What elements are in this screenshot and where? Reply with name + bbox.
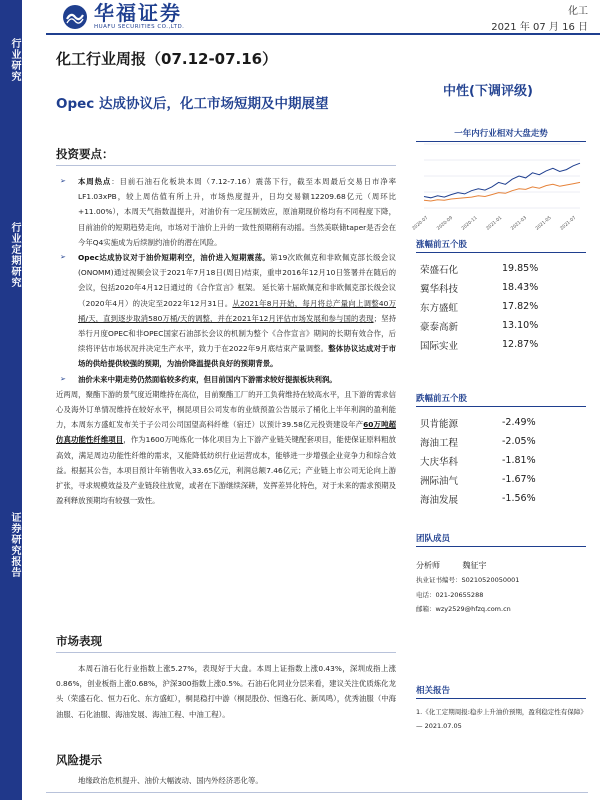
logo-name-cn: 华福证券: [94, 1, 182, 25]
header-date: 2021 年 07 月 16 日: [491, 22, 588, 33]
analyst-license: 执业证书编号：S0210520050001: [416, 576, 520, 584]
chart-series-line-1: [424, 182, 580, 201]
analyst-phone: 电话：021-20655288: [416, 590, 484, 599]
footer-divider: [46, 792, 588, 793]
gainers-panel: [416, 238, 586, 354]
table-row: 海油发展 -1.56%: [420, 493, 536, 506]
sidebar-label-periodic: 行业定期研究: [9, 222, 20, 288]
risk-heading: 风险提示: [56, 753, 102, 767]
investment-points: [56, 146, 396, 508]
header-category: 化工: [568, 6, 588, 17]
analyst-role: 分析师: [416, 561, 440, 570]
point-weekly-hotspot: ➢ 本周热点：目前石油石化板块本周（7.12-7.16）震荡下行，截至本周最后交易日市净率LF1.03xPB，较上周估值有所上升，市场热度提升，日均交易额12209.68亿元（周环比+11.00%），本周天气指数温提升，对油价有一定压制效应，原油期现价格均有不同程度下降，目前油价的短期趋势走向，市场对于油价上升的一致性预期稍有动摇。当然美联储taper是否会在今年Q4实施成为后续制约油价的潜在风险。: [56, 174, 396, 250]
bullet-arrow-icon: ➢: [60, 253, 66, 262]
chart-x-tick-label: 2020-09: [436, 215, 454, 232]
table-row: 东方盛虹 17.82%: [420, 301, 539, 314]
sidebar-label-industry: 行业研究: [9, 38, 20, 82]
table-row: 贝肯能源 -2.49%: [420, 417, 536, 430]
point-opec-agreement: ➢ Opec达成协议对于油价短期利空，油价进入短期震荡。第19次欧佩克和非欧佩克部长级会议(ONOMM)通过视频会议于2021年7月18日(周日)结束，重申2016年12月10日签署并在随后的会议，包括2020年4月12日通过的《合作宣言》框架。 延长第十届欧佩克和非欧佩克部长级会议（2020年4月）的决定至2022年12月31日。从2021年8月开始，每月将总产量向上调整40万桶/天，直到逐步取消580万桶/天的调整，并在2021年12月评估市场发展和参与国的表现；坚持举行月度OPEC和非OPEC国家石油部长会议的机制为整个《合作宣言》期间的长期有效合作，后续将评估市场状况并决定生产水平，致力于在2022年9月底结束产量调整。整体协议达成对于市场的供给提供较强的预期，为油价降温提供良好的预期背景。: [56, 250, 396, 372]
market-performance: [56, 633, 396, 722]
analyst-name: 魏征宇: [462, 561, 487, 570]
table-row: 翼华科技 18.43%: [420, 282, 539, 295]
bullet-arrow-icon: ➢: [60, 177, 66, 185]
chart-x-tick-label: 2020-11: [460, 215, 479, 232]
report-subtitle: Opec 达成协议后，化工市场短期及中期展望: [56, 96, 329, 112]
market-heading: 市场表现: [56, 633, 396, 653]
analyst-row: [416, 559, 586, 573]
team-title: 团队成员: [416, 534, 451, 544]
chart-x-tick-label: 2020-07: [411, 215, 430, 232]
point-midterm-outlook: ➢ 油价未来中期走势仍然面临较多约束，但目前国内下游需求较好提振板块利润。: [56, 372, 396, 387]
chart-x-tick-label: 2021-03: [510, 215, 528, 232]
chart-title: 一年内行业相对大盘走势: [454, 129, 548, 139]
investment-points-heading: 投资要点：: [56, 146, 396, 166]
chart-x-tick-label: 2021-01: [485, 215, 504, 232]
table-row: 海油工程 -2.05%: [420, 436, 536, 449]
risk-warning: [56, 752, 396, 788]
chart-x-tick-label: 2021-07: [559, 215, 578, 232]
header-divider: [46, 33, 600, 35]
sidebar: [0, 0, 22, 800]
related-item[interactable]: 1.《化工定期周报:稳步上升油价预期，盈利稳定性有保障》— 2021.07.05: [416, 708, 584, 730]
logo-name-en: HUAFU SECURITIES CO.,LTD.: [94, 24, 185, 30]
related-reports: [416, 684, 586, 733]
gainers-title: 涨幅前五个股: [416, 240, 468, 250]
losers-table: [416, 413, 586, 508]
table-row: 洲际油气 -1.67%: [420, 474, 536, 487]
sidebar-label-securities: 证券研究报告: [9, 512, 20, 578]
risk-text: 地缘政治危机提升、油价大幅波动、国内外经济恶化等。: [78, 776, 263, 785]
table-row: 豪泰高新 13.10%: [420, 320, 539, 333]
losers-title: 跌幅前五个股: [416, 394, 468, 404]
related-title: 相关报告: [416, 686, 451, 696]
table-row: 国际实业 12.87%: [420, 339, 539, 352]
relative-performance-chart: [411, 138, 586, 232]
team-panel: [416, 532, 586, 617]
gainers-table: [416, 259, 586, 354]
market-text: 本周石油石化行业指数上涨5.27%，表现好于大盘。本周上证指数上涨0.43%，深圳成指上涨0.86%，创业板指上涨0.68%，沪深300指数上涨0.5%。石油石化同业分层来看，建议关注优质炼化龙头（荣盛石化、恒力石化、东方盛虹），桐昆稳打中游（桐昆股份、恒逸石化、新凤鸣），优秀油服（中海油服、石化油服、海油发展、海油工程、中油工程）。: [56, 664, 396, 719]
rating-badge: 中性(下调评级): [443, 84, 533, 99]
losers-panel: [416, 392, 586, 508]
point-midterm-body: 近两周，聚酯下游的景气度近期维持在高位，目前聚酯工厂的开工负荷维持在较高水平，且下游的需求信心及海外订单情况维持在较好水平，桐昆项目公司发布的业绩预盈公告展示了桶化上半年利润的盈利能力，本周东方盛虹发布关于子公司公司国望高科纤维（宿迁）以预计39.58亿元投资建设年产60万吨超仿真功能性纤维项目，作为1600万吨炼化一体化项目为上下游产业链关键配套项目，能使保证原料粗放高效，满足周边功能性纤维的需求，又能降低纺织行业运营成本，能够进一步增强企业竞争力和综合效益。根据其公告，本项目预计年销售收入33.65亿元，利润总额7.46亿元；产业链上市公司无论向上游扩张，寻求规模效益及产业链段往放宽，或者在下游继续深耕，发挥差异化特色，对于未来的需求预期及盈利释放预期均有较强一致性。: [56, 389, 396, 506]
chart-x-tick-label: 2021-05: [534, 215, 553, 232]
logo-mark-icon: [62, 4, 88, 30]
table-row: 大庆华科 -1.81%: [420, 455, 536, 468]
table-row: 荣盛石化 19.85%: [420, 263, 539, 276]
bullet-arrow-icon: ➢: [60, 374, 66, 383]
report-title: 化工行业周报（07.12-07.16）: [56, 50, 278, 68]
brand-logo: [62, 2, 242, 32]
analyst-email[interactable]: 邮箱：wzy2529@hfzq.com.cn: [416, 605, 511, 613]
